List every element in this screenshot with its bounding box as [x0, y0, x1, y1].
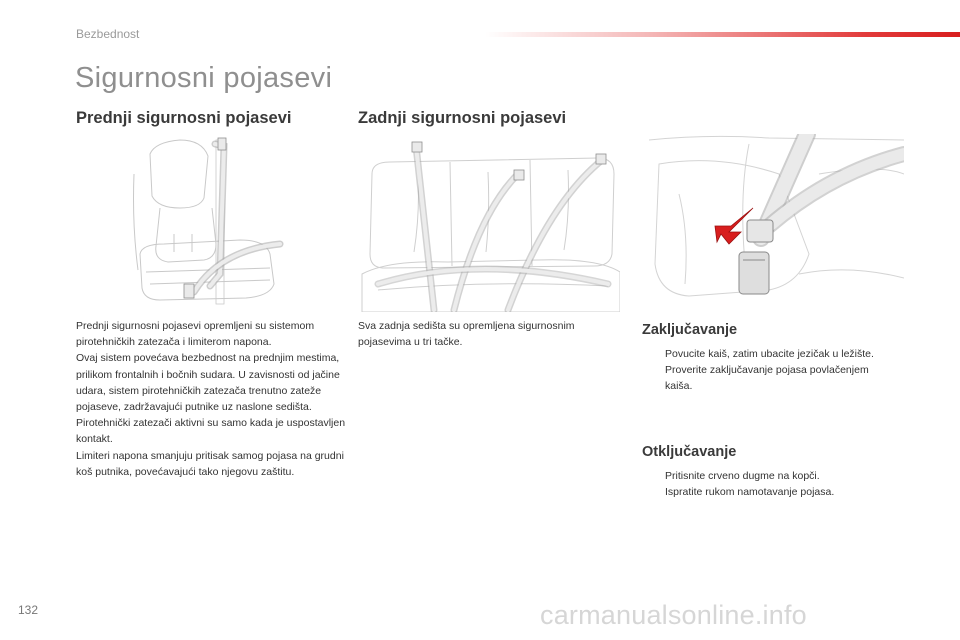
front-belts-heading: Prednji sigurnosni pojasevi [76, 109, 292, 127]
belt-buckle-illustration [649, 134, 904, 312]
front-belts-description [76, 318, 351, 480]
front-paragraph-1: Prednji sigurnosni pojasevi opremljeni su sistemom pirotehničkih zatezača i limiterom napona. [76, 320, 315, 349]
rear-seat-belts-illustration [358, 134, 620, 312]
list-item [642, 468, 892, 484]
front-paragraph-4: Limiteri napona smanjuju pritisak samog pojasa na grudni koš putnika, povećavajući tako njegovu zaštitu. [76, 449, 344, 478]
watermark: carmanualsonline.info [540, 600, 807, 630]
page-title: Sigurnosni pojasevi [75, 62, 333, 94]
unlocking-step-2: Ispratite rukom namotavanje pojasa. [665, 486, 835, 499]
header-accent-rule [485, 32, 960, 37]
section-label: Bezbednost [76, 27, 140, 41]
list-item [642, 484, 892, 500]
locking-step-1: Povucite kaiš, zatim ubacite jezičak u ležište. [665, 348, 874, 360]
unlocking-step-1: Pritisnite crveno dugme na kopči. [665, 470, 820, 482]
locking-steps [642, 346, 892, 395]
front-paragraph-3: Pirotehnički zatezači aktivni su samo kada je uspostavljen kontakt. [76, 417, 346, 446]
locking-heading: Zaključavanje [642, 322, 738, 338]
rear-belts-heading: Zadnji sigurnosni pojasevi [358, 109, 567, 127]
front-seat-belt-illustration [120, 134, 310, 312]
unlocking-heading: Otključavanje [642, 444, 737, 460]
page-number: 132 [18, 603, 39, 617]
list-item [642, 362, 892, 394]
list-item [642, 346, 892, 362]
front-paragraph-2: Ovaj sistem povećava bezbednost na prednjim mestima, prilikom frontalnih i bočnih sudara. U zavisnosti od jačine udara, sistem pirotehničkih zatezača trenutno zateže pojaseve, zadržavajući putnike uz naslone sedišta. [76, 352, 340, 414]
locking-step-2: Proverite zaključavanje pojasa povlačenjem kaiša. [665, 364, 869, 393]
rear-belts-description: Sva zadnja sedišta su opremljena sigurnosnim pojasevima u tri tačke. [358, 320, 575, 349]
unlocking-steps [642, 468, 892, 500]
